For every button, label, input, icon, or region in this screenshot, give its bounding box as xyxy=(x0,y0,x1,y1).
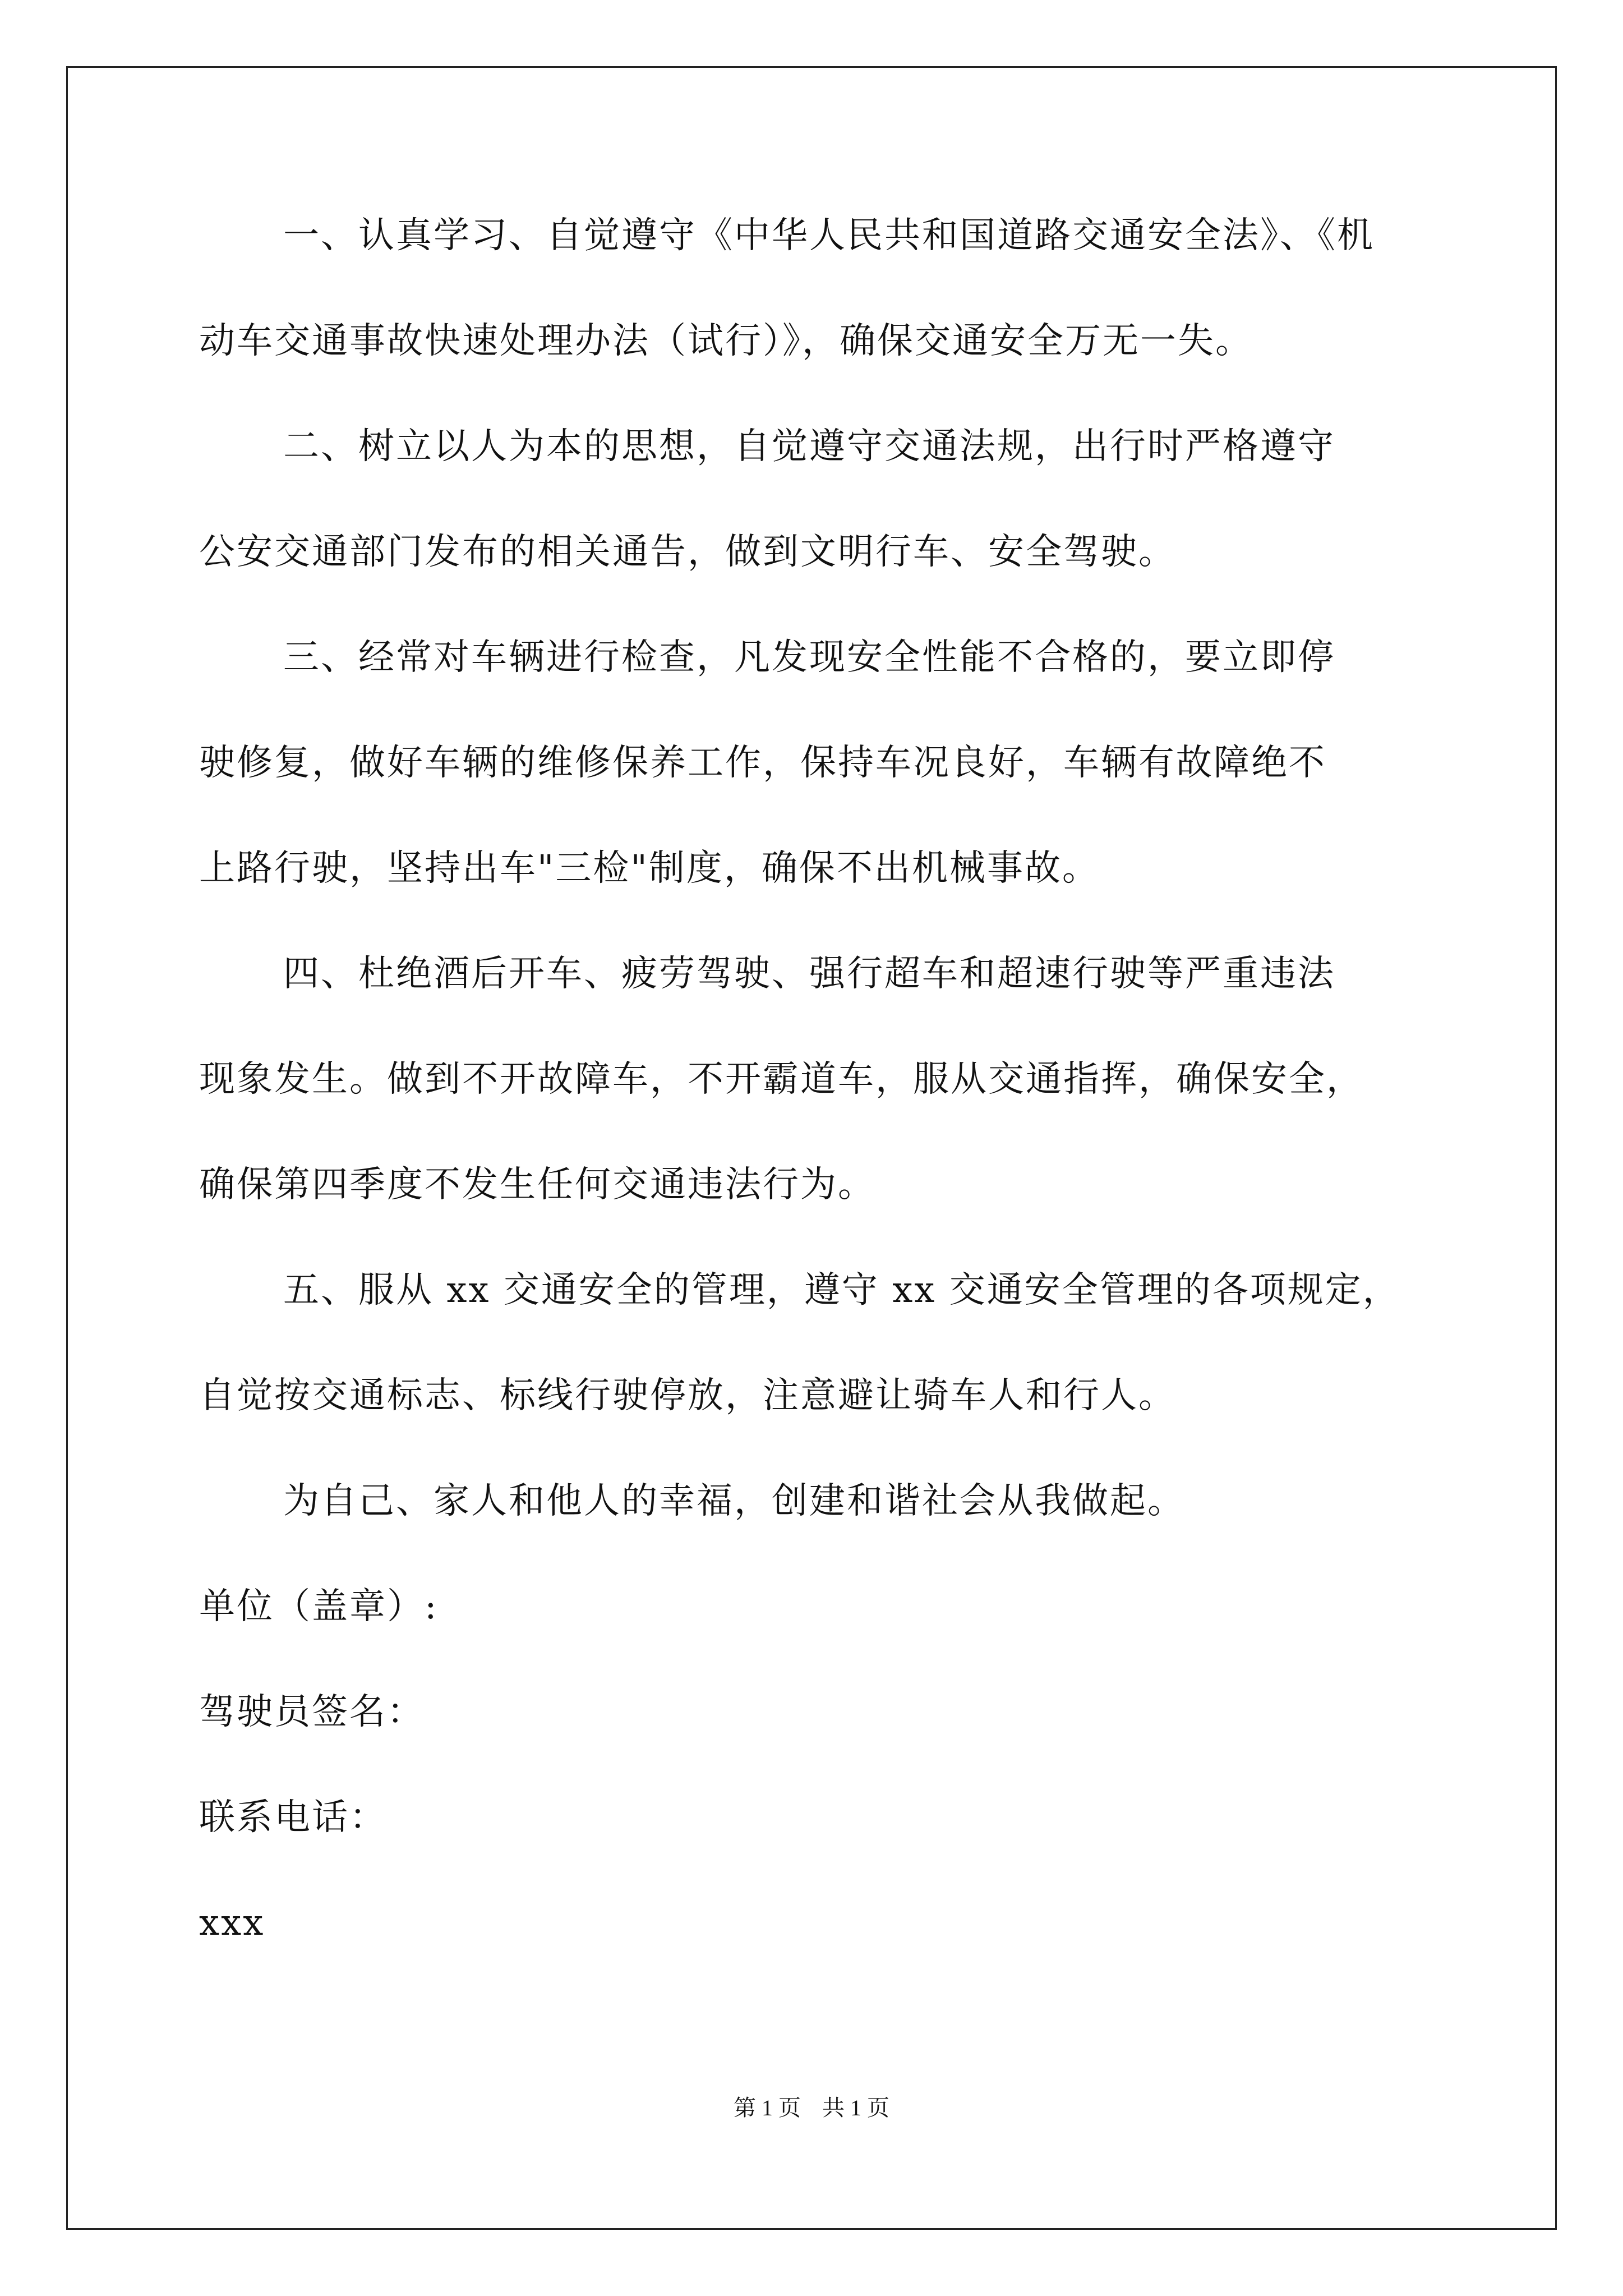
paragraph-2-line-2: 公安交通部门发布的相关通告，做到文明行车、安全驾驶。 xyxy=(199,531,1176,573)
page-border xyxy=(66,66,1557,2230)
unit-seal-label: 单位（盖章）: xyxy=(199,1586,439,1627)
paragraph-4-line-2: 现象发生。做到不开故障车，不开霸道车，服从交通指挥，确保安全， xyxy=(199,1059,1364,1100)
paragraph-3-line-1: 三、经常对车辆进行检查，凡发现安全性能不合格的，要立即停 xyxy=(283,637,1335,678)
page-total: 共 1 页 xyxy=(822,2095,889,2120)
paragraph-5-line-2: 自觉按交通标志、标线行驶停放，注意避让骑车人和行人。 xyxy=(199,1375,1176,1416)
paragraph-4-line-1: 四、杜绝酒后开车、疲劳驾驶、强行超车和超速行驶等严重违法 xyxy=(283,953,1335,995)
contact-phone-label: 联系电话： xyxy=(199,1797,387,1838)
paragraph-3-line-3: 上路行驶，坚持出车"三检"制度，确保不出机械事故。 xyxy=(199,848,1100,889)
paragraph-5-line-1: 五、服从 xx 交通安全的管理，遵守 xx 交通安全管理的各项规定， xyxy=(283,1269,1400,1311)
paragraph-1-line-2: 动车交通事故快速处理办法（试行）》，确保交通安全万无一失。 xyxy=(199,320,1253,362)
paragraph-3-line-2: 驶修复，做好车辆的维修保养工作，保持车况良好，车辆有故障绝不 xyxy=(199,742,1326,784)
signer-name: xxx xyxy=(199,1902,265,1944)
paragraph-1-line-1: 一、认真学习、自觉遵守《中华人民共和国道路交通安全法》、《机 xyxy=(283,215,1375,256)
page-footer xyxy=(0,2091,1623,2125)
paragraph-2-line-1: 二、树立以人为本的思想，自觉遵守交通法规，出行时严格遵守 xyxy=(283,426,1335,467)
paragraph-6-line-1: 为自己、家人和他人的幸福，创建和谐社会从我做起。 xyxy=(283,1480,1185,1522)
driver-signature-label: 驾驶员签名： xyxy=(199,1691,425,1733)
page-number: 第 1 页 xyxy=(734,2095,801,2120)
paragraph-4-line-3: 确保第四季度不发生任何交通违法行为。 xyxy=(199,1164,875,1205)
